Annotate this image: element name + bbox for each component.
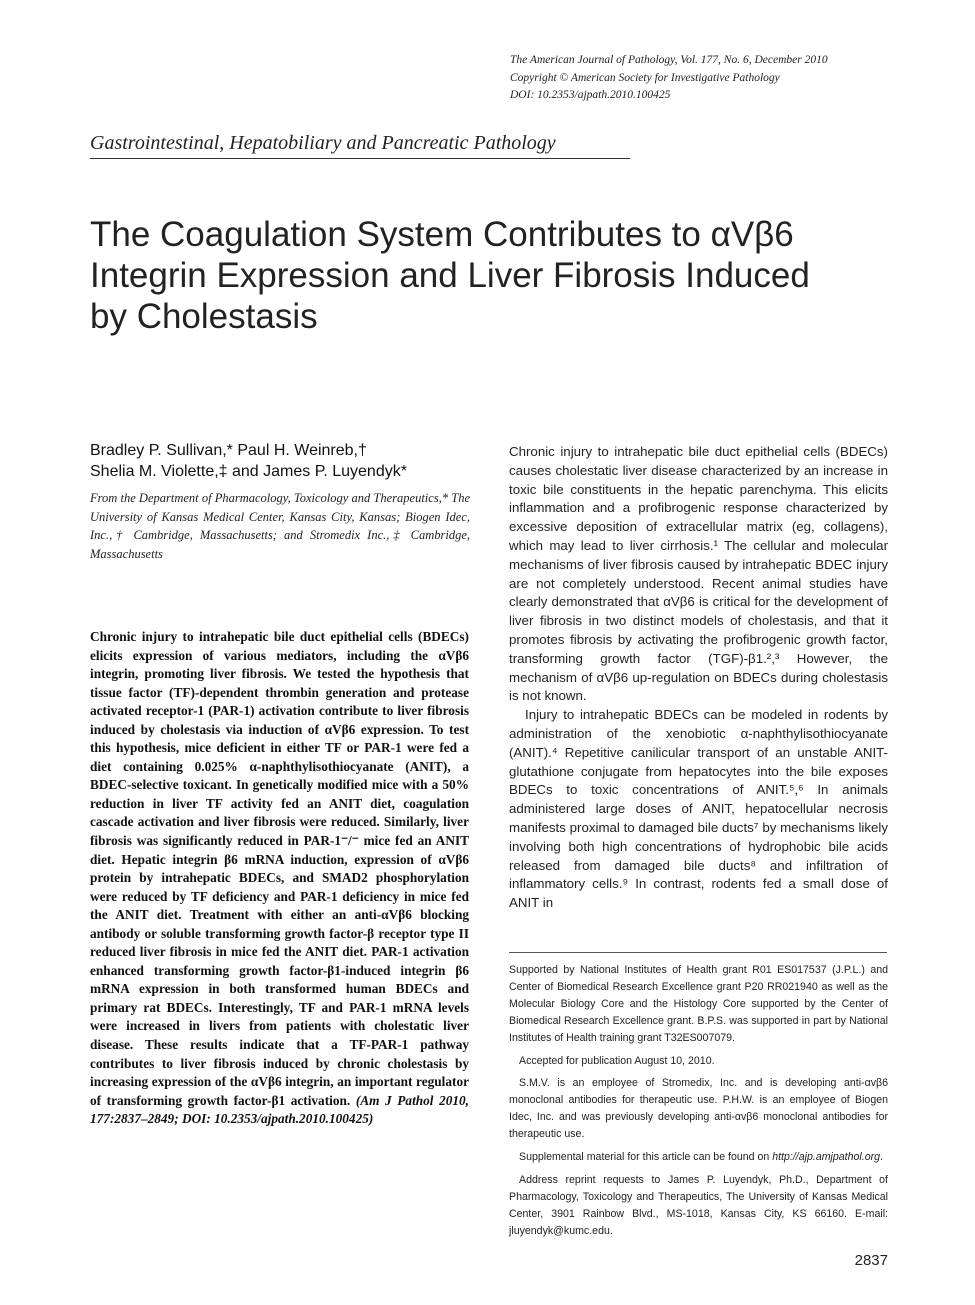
section-divider	[90, 158, 630, 159]
authors-line-1: Bradley P. Sullivan,* Paul H. Weinreb,†	[90, 442, 367, 459]
page-number: 2837	[854, 1252, 888, 1269]
article-title	[90, 214, 850, 337]
journal-copyright: Copyright © American Society for Investigative Pathology	[510, 71, 780, 84]
journal-doi: DOI: 10.2353/ajpath.2010.100425	[510, 89, 671, 101]
introduction	[509, 443, 888, 913]
abstract	[90, 628, 469, 1129]
footnote-accepted: Accepted for publication August 10, 2010.	[519, 1054, 715, 1067]
title-line-2: Integrin Expression and Liver Fibrosis Induced	[90, 256, 810, 295]
affiliations: From the Department of Pharmacology, Toxicology and Therapeutics,* The University of Kansas Medical Center, Kansas City, Kansas; Biogen Idec, Inc.,† Cambridge, Massachusetts; and Stromedix Inc.,‡ Cambridge, Massachusetts	[90, 491, 470, 561]
footnote-divider	[509, 952, 887, 953]
abstract-body: Chronic injury to intrahepatic bile duct epithelial cells (BDECs) elicits expression of various mediators, including the αVβ6 integrin, promoting liver fibrosis. We tested the hypothesis that tissue factor (TF)-dependent thrombin generation and protease activated receptor-1 (PAR-1) activation contribute to liver fibrosis induced by cholestasis via induction of αVβ6 expression. To test this hypothesis, mice deficient in either TF or PAR-1 were fed a diet containing 0.025% α-naphthylisothiocyanate (ANIT), a BDEC-selective toxicant. In genetically modified mice with a 50% reduction in liver TF activity fed an ANIT diet, coagulation cascade activation and liver fibrosis were reduced. Similarly, liver fibrosis was significantly reduced in PAR-1⁻/⁻ mice fed an ANIT diet. Hepatic integrin β6 mRNA induction, expression of αVβ6 protein by intrahepatic BDECs, and SMAD2 phosphorylation were reduced by TF deficiency and PAR-1 deficiency in mice fed the ANIT diet. Treatment with either an anti-αVβ6 blocking antibody or soluble transforming growth factor-β receptor type II reduced liver fibrosis in mice fed the ANIT diet. PAR-1 activation enhanced transforming growth factor-β1-induced integrin β6 mRNA expression in both transformed human BDECs and primary rat BDECs. Interestingly, TF and PAR-1 mRNA levels were increased in livers from patients with cholestatic liver disease. These results indicate that a TF-PAR-1 pathway contributes to liver fibrosis induced by chronic cholestasis by increasing expression of the αVβ6 integrin, an important regulator of transforming growth factor-β1 activation.	[90, 629, 469, 1108]
abstract-citation: (Am J Pathol 2010, 177:2837–2849; DOI: 10.2353/ajpath.2010.100425)	[90, 1092, 470, 1127]
footnote-supplemental: Supplemental material for this article can be found on http://ajp.amjpathol.org.	[519, 1151, 883, 1164]
footnote-reprint: Address reprint requests to James P. Luyendyk, Ph.D., Department of Pharmacology, Toxicology and Therapeutics, The University of Kansas Medical Center, 3901 Rainbow Blvd., MS-1018, Kansas City, KS 66160. E-mail: jluyendyk@kumc.edu.	[509, 1173, 888, 1237]
journal-citation: The American Journal of Pathology, Vol. 177, No. 6, December 2010	[510, 54, 828, 66]
title-line-3: by Cholestasis	[90, 297, 318, 336]
intro-paragraph-2: Injury to intrahepatic BDECs can be modeled in rodents by administration of the xenobiotic α-naphthylisothiocyanate (ANIT).⁴ Repetitive canilicular transport of an unstable ANIT-glutathione conjugate from hepatocytes into the bile exposes BDECs to toxic concentrations of ANIT.⁵,⁶ In animals administered large doses of ANIT, hepatocellular necrosis manifests proximal to damaged bile ducts⁷ by mechanisms likely involving both high concentrations of hydrophobic bile acids released from damaged bile ducts⁸ and infiltration of inflammatory cells.⁹ In contrast, rodents fed a small dose of ANIT in	[509, 707, 888, 911]
footnote-disclosure: S.M.V. is an employee of Stromedix, Inc. and is developing anti-αvβ6 monoclonal antibodies for therapeutic use. P.H.W. is an employee of Biogen Idec, Inc. and was previously developing anti-αvβ6 monoclonal antibodies for therapeutic use.	[509, 1077, 888, 1141]
section-heading: Gastrointestinal, Hepatobiliary and Pancreatic Pathology	[90, 132, 556, 154]
journal-header	[510, 52, 910, 105]
title-line-1: The Coagulation System Contributes to αVβ6	[90, 215, 794, 254]
footnote-support: Supported by National Institutes of Health grant R01 ES017537 (J.P.L.) and Center of Biomedical Research Excellence grant P20 RR021940 as well as the Molecular Biology Core and the Histology Core supported by the Center of Biomedical Research Excellence grant. B.P.S. was supported in part by National Institutes of Health training grant T32ES007079.	[509, 964, 888, 1044]
authors-line-2: Shelia M. Violette,‡ and James P. Luyendyk*	[90, 463, 407, 480]
author-list	[90, 440, 480, 482]
footnotes	[509, 962, 888, 1246]
intro-paragraph-1: Chronic injury to intrahepatic bile duct epithelial cells (BDECs) causes cholestatic liver disease characterized by an increase in toxic bile constituents in the hepatic parenchyma. This elicits inflammation and a profibrogenic response characterized by excessive deposition of extracellular matrix (eg, collagens), which may lead to liver cirrhosis.¹ The cellular and molecular mechanisms of liver fibrosis caused by intrahepatic BDEC injury are not completely understood. Recent animal studies have clearly demonstrated that αVβ6 is critical for the development of liver fibrosis in two distinct models of cholestasis, and that it promotes fibrosis by activating the profibrogenic growth factor, transforming growth factor (TGF)-β1.²,³ However, the mechanism of αVβ6 up-regulation on BDECs during cholestasis is not known.	[509, 444, 888, 704]
supplemental-text: Supplemental material for this article can be found on	[519, 1151, 770, 1164]
supplemental-link[interactable]: http://ajp.amjpathol.org	[772, 1151, 881, 1164]
